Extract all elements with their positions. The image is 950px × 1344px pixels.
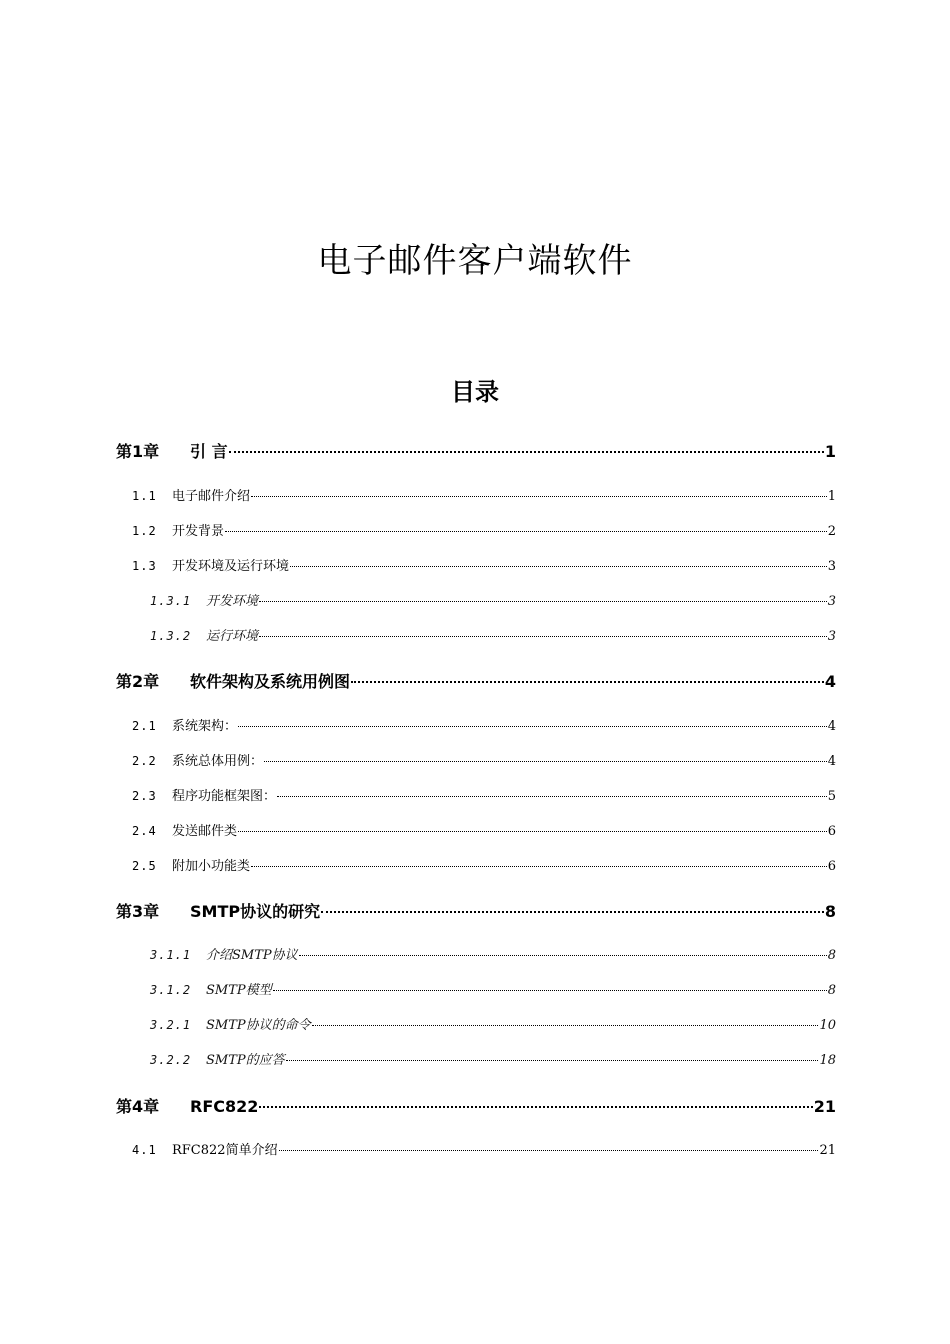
toc-entry-number: 3.1.1 — [150, 948, 192, 962]
toc-entry-page: 8 — [827, 948, 836, 963]
toc-entry-subsection[interactable] — [150, 979, 836, 998]
toc-entry-number: 2.3 — [132, 789, 157, 803]
toc-entry-label: 附加小功能类 — [172, 859, 251, 874]
toc-entry-page: 1 — [827, 489, 836, 504]
toc-entry-label: 开发环境及运行环境 — [172, 559, 290, 574]
toc-entry-label: 程序功能框架图： — [172, 789, 277, 804]
toc-dot-leader — [273, 990, 827, 991]
toc-entry-label: SMTP的应答 — [206, 1053, 285, 1068]
toc-entry-number: 3.2.2 — [150, 1053, 192, 1067]
toc-entry-section[interactable] — [132, 1139, 836, 1158]
toc-entry-label: 介绍SMTP协议 — [206, 948, 298, 963]
toc-entry-number: 4.1 — [132, 1143, 157, 1157]
toc-entry-label: 开发背景 — [172, 524, 225, 539]
toc-entry-number: 3.2.1 — [150, 1018, 192, 1032]
toc-dot-leader — [225, 531, 827, 532]
toc-dot-leader — [259, 601, 827, 602]
toc-dot-leader — [279, 1150, 819, 1151]
toc-entry-label: 软件架构及系统用例图 — [190, 672, 351, 691]
toc-dot-leader — [251, 866, 827, 867]
toc-dot-leader — [312, 1025, 819, 1026]
toc-entry-section[interactable] — [132, 820, 836, 839]
toc-entry-number: 2.1 — [132, 719, 157, 733]
toc-entry-subsection[interactable] — [150, 625, 836, 644]
toc-dot-leader — [351, 681, 824, 683]
toc-entry-label: 运行环境 — [206, 629, 259, 644]
toc-entry-number: 3.1.2 — [150, 983, 192, 997]
toc-entry-number: 1.3.1 — [150, 594, 192, 608]
toc-entry-number: 1.1 — [132, 489, 157, 503]
toc-entry-page: 8 — [827, 983, 836, 998]
toc-entry-number: 1.3 — [132, 559, 157, 573]
toc-entry-section[interactable] — [132, 750, 836, 769]
toc-entry-label: 引 言 — [190, 442, 228, 461]
toc-entry-subsection[interactable] — [150, 1014, 836, 1033]
toc-dot-leader — [251, 496, 827, 497]
toc-entry-number: 2.4 — [132, 824, 157, 838]
toc-entry-page: 10 — [819, 1018, 836, 1033]
toc-entry-section[interactable] — [132, 520, 836, 539]
toc-entry-label: RFC822简单介绍 — [172, 1143, 278, 1158]
toc-entry-number: 第2章 — [116, 672, 160, 691]
toc-entry-label: SMTP协议的命令 — [206, 1018, 311, 1033]
toc-dot-leader — [229, 451, 824, 453]
toc-dot-leader — [286, 1060, 819, 1061]
toc-dot-leader — [238, 831, 827, 832]
toc-dot-leader — [259, 636, 827, 637]
toc-entry-chapter[interactable] — [116, 899, 836, 922]
toc-entry-label: 系统总体用例： — [172, 754, 264, 769]
toc-entry-page: 21 — [819, 1143, 836, 1158]
toc-entry-subsection[interactable] — [150, 944, 836, 963]
toc-entry-section[interactable] — [132, 555, 836, 574]
toc-entry-section[interactable] — [132, 785, 836, 804]
toc-entry-label: RFC822 — [190, 1097, 259, 1116]
toc-entry-number: 1.3.2 — [150, 629, 192, 643]
toc-entry-label: 开发环境 — [206, 594, 259, 609]
toc-entry-section[interactable] — [132, 855, 836, 874]
toc-entry-number: 第3章 — [116, 902, 160, 921]
toc-entry-chapter[interactable] — [116, 669, 836, 692]
toc-entry-page: 3 — [827, 629, 836, 644]
toc-entry-label: SMTP协议的研究 — [190, 902, 321, 921]
toc-entry-number: 2.5 — [132, 859, 157, 873]
toc-entry-number: 第4章 — [116, 1097, 160, 1116]
toc-entry-page: 21 — [813, 1097, 836, 1116]
toc-dot-leader — [277, 796, 827, 797]
toc-entry-number: 2.2 — [132, 754, 157, 768]
toc-entry-label: 系统架构： — [172, 719, 238, 734]
toc-entry-page: 4 — [827, 754, 836, 769]
toc-dot-leader — [290, 566, 827, 567]
toc-entry-page: 5 — [827, 789, 836, 804]
toc-dot-leader — [264, 761, 827, 762]
toc-entry-number: 1.2 — [132, 524, 157, 538]
toc-entry-chapter[interactable] — [116, 1094, 836, 1117]
toc-entry-page: 4 — [827, 719, 836, 734]
toc-heading: 目录 — [451, 377, 499, 406]
toc-entry-page: 2 — [827, 524, 836, 539]
toc-entry-page: 3 — [827, 559, 836, 574]
toc-entry-page: 4 — [824, 672, 836, 691]
toc-entry-label: 电子邮件介绍 — [172, 489, 251, 504]
toc-entry-subsection[interactable] — [150, 1049, 836, 1068]
toc-dot-leader — [321, 911, 824, 913]
toc-entry-page: 3 — [827, 594, 836, 609]
toc-entry-page: 6 — [827, 824, 836, 839]
toc-dot-leader — [238, 726, 827, 727]
toc-entry-page: 8 — [824, 902, 836, 921]
toc-entry-label: 发送邮件类 — [172, 824, 238, 839]
toc-entry-page: 18 — [819, 1053, 836, 1068]
toc-entry-number: 第1章 — [116, 442, 160, 461]
toc-entry-chapter[interactable] — [116, 439, 836, 462]
toc-dot-leader — [299, 955, 827, 956]
toc-entry-section[interactable] — [132, 485, 836, 504]
toc-entry-section[interactable] — [132, 715, 836, 734]
toc-entry-page: 6 — [827, 859, 836, 874]
toc-dot-leader — [259, 1106, 812, 1108]
document-title: 电子邮件客户端软件 — [317, 240, 633, 281]
toc-entry-label: SMTP模型 — [206, 983, 272, 998]
toc-entry-page: 1 — [824, 442, 836, 461]
toc-entry-subsection[interactable] — [150, 590, 836, 609]
